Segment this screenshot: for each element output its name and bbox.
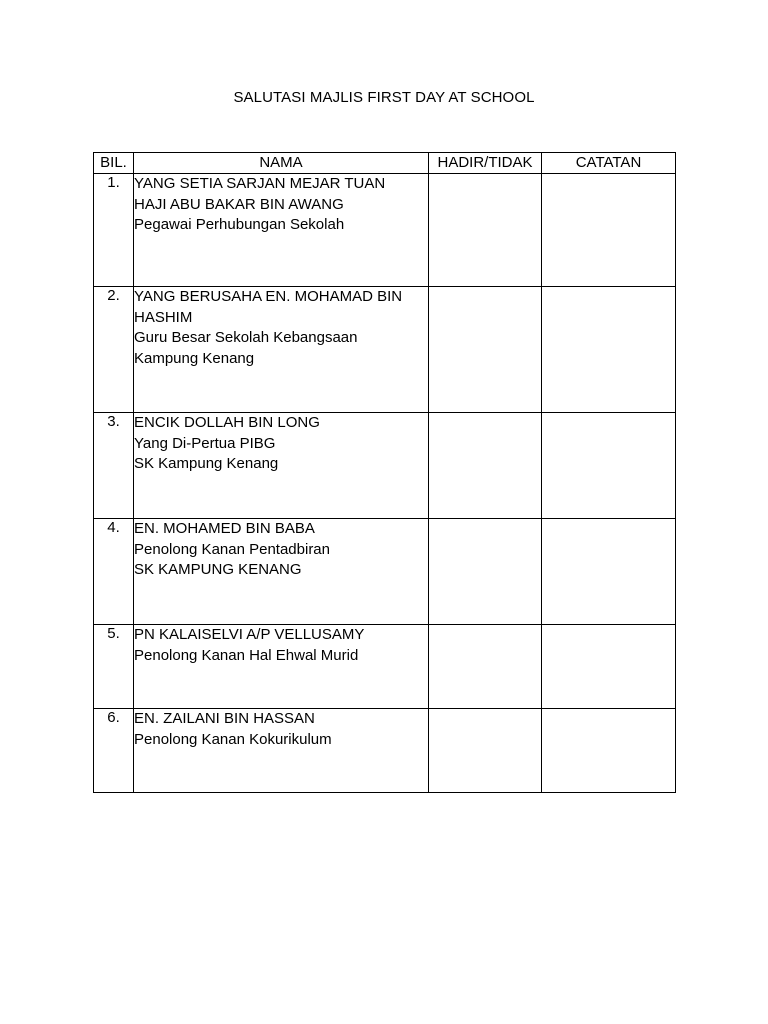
row-number: 5. [94, 625, 134, 709]
header-catatan: CATATAN [542, 153, 676, 174]
row-number: 6. [94, 709, 134, 793]
hadir-tidak-cell [429, 287, 542, 413]
document-title: SALUTASI MAJLIS FIRST DAY AT SCHOOL [233, 89, 535, 106]
hadir-tidak-cell [429, 413, 542, 519]
position-line: SK Kampung Kenang [134, 455, 279, 473]
table-row [94, 519, 676, 625]
nama-cell [134, 709, 429, 793]
table-row [94, 287, 676, 413]
header-hadir-tidak: HADIR/TIDAK [429, 153, 542, 174]
hadir-tidak-cell [429, 709, 542, 793]
nama-cell [134, 519, 429, 625]
catatan-cell [542, 174, 676, 287]
nama-cell [134, 413, 429, 519]
name-line: EN. ZAILANI BIN HASSAN [134, 710, 315, 727]
position-line: Penolong Kanan Pentadbiran [134, 540, 330, 558]
table-header-row [94, 153, 676, 174]
name-line: PN KALAISELVI A/P VELLUSAMY [134, 626, 365, 643]
nama-cell [134, 625, 429, 709]
table-row [94, 625, 676, 709]
position-line: Penolong Kanan Kokurikulum [134, 730, 332, 748]
hadir-tidak-cell [429, 174, 542, 287]
name-line: HAJI ABU BAKAR BIN AWANG [134, 195, 344, 213]
hadir-tidak-cell [429, 625, 542, 709]
header-nama: NAMA [134, 153, 429, 174]
position-line: Pegawai Perhubungan Sekolah [134, 216, 345, 234]
name-line: YANG BERUSAHA EN. MOHAMAD BIN [134, 288, 403, 305]
table-row [94, 174, 676, 287]
position-line: Kampung Kenang [134, 350, 255, 368]
nama-cell [134, 287, 429, 413]
row-number: 1. [94, 174, 134, 287]
name-line: ENCIK DOLLAH BIN LONG [134, 414, 320, 431]
row-number: 4. [94, 519, 134, 625]
nama-cell [134, 174, 429, 287]
name-line: YANG SETIA SARJAN MEJAR TUAN [134, 175, 386, 192]
hadir-tidak-cell [429, 519, 542, 625]
position-line: Yang Di-Pertua PIBG [134, 434, 276, 452]
name-line: HASHIM [134, 308, 193, 326]
catatan-cell [542, 709, 676, 793]
catatan-cell [542, 519, 676, 625]
row-number: 3. [94, 413, 134, 519]
header-bil: BIL. [94, 153, 134, 174]
position-line: Guru Besar Sekolah Kebangsaan [134, 329, 358, 347]
position-line: SK KAMPUNG KENANG [134, 561, 302, 579]
position-line: Penolong Kanan Hal Ehwal Murid [134, 646, 359, 664]
catatan-cell [542, 287, 676, 413]
table-row [94, 413, 676, 519]
name-line: EN. MOHAMED BIN BABA [134, 520, 315, 537]
table-row [94, 709, 676, 793]
row-number: 2. [94, 287, 134, 413]
salutation-table [93, 152, 676, 793]
catatan-cell [542, 625, 676, 709]
catatan-cell [542, 413, 676, 519]
